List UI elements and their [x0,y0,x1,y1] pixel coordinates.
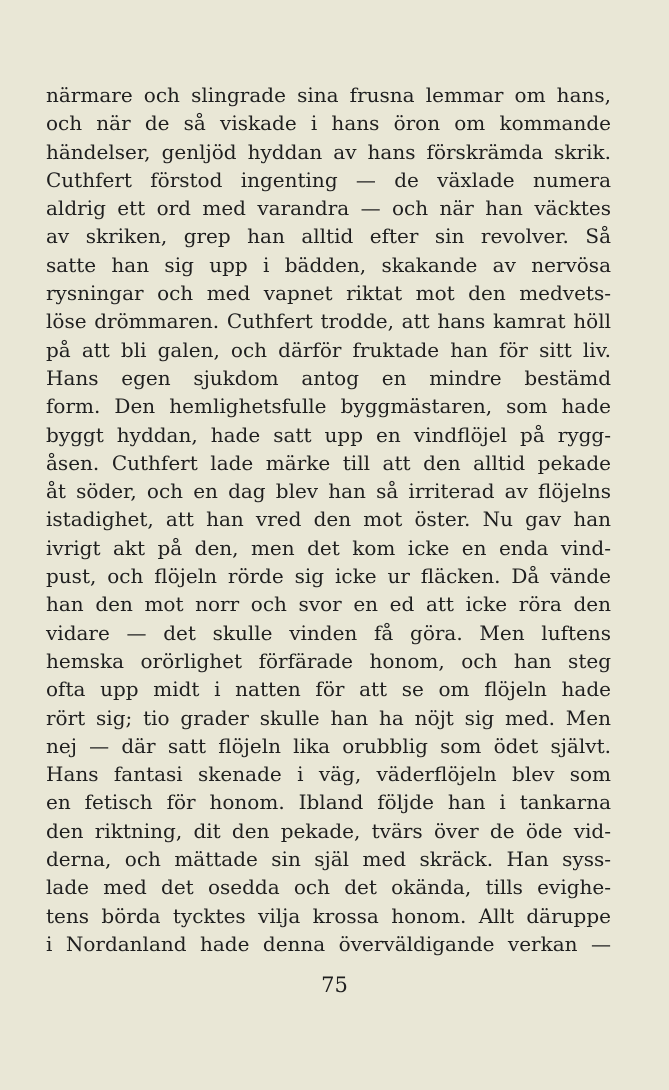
text-line: nej — där satt flöjeln lika orubblig som ödet självt. [46,733,611,758]
body-text [46,81,611,958]
text-line: närmare och slingrade sina frusna lemmar om hans, [46,83,611,107]
text-line: Cuthfert förstod ingenting — de växlade numera [46,167,611,192]
text-line: aldrig ett ord med varandra — och när han väcktes [46,196,611,221]
text-line: derna, och mättade sin själ med skräck. Han syss- [46,847,611,872]
text-line: hemska orörlighet förfärade honom, och han steg [46,648,611,673]
text-line: åt söder, och en dag blev han så irriterad av flöjelns [46,479,611,504]
text-line: rört sig; tio grader skulle han ha nöjt sig med. Men [46,705,611,730]
text-line: tens börda tycktes vilja krossa honom. Allt däruppe [46,903,611,928]
text-line: pust, och flöjeln rörde sig icke ur fläcken. Då vände [46,564,611,589]
text-line: vidare — det skulle vinden få göra. Men luftens [46,620,611,645]
text-line: händelser, genljöd hyddan av hans förskrämda skrik. [46,139,611,164]
text-line: och när de så viskade i hans öron om kommande [46,111,611,136]
text-line: Hans fantasi skenade i väg, väderflöjeln blev som [46,762,611,787]
text-line: den riktning, dit den pekade, tvärs över de öde vid- [46,818,611,843]
text-line: lade med det osedda och det okända, tills evighe- [46,875,611,900]
text-line: på att bli galen, och därför fruktade han för sitt liv. [46,337,611,362]
text-line: åsen. Cuthfert lade märke till att den alltid pekade [46,450,611,475]
text-line: ivrigt akt på den, men det kom icke en enda vind- [46,535,611,560]
page-number: 75 [321,973,348,997]
text-line: en fetisch för honom. Ibland följde han i tankarna [46,790,611,815]
text-line: löse drömmaren. Cuthfert trodde, att hans kamrat höll [46,309,611,334]
text-line: form. Den hemlighetsfulle byggmästaren, som hade [46,394,611,419]
text-line: han den mot norr och svor en ed att icke röra den [46,592,611,617]
text-line: byggt hyddan, hade satt upp en vindflöjel på rygg- [46,422,611,447]
text-line: av skriken, grep han alltid efter sin revolver. Så [46,224,611,249]
text-line: i Nordanland hade denna överväldigande verkan — [46,931,611,956]
text-line: rysningar och med vapnet riktat mot den medvets- [46,281,611,306]
text-line: Hans egen sjukdom antog en mindre bestämd [46,365,611,390]
text-line: satte han sig upp i bädden, skakande av nervösa [46,252,611,277]
text-line: ofta upp midt i natten för att se om flöjeln hade [46,677,611,702]
text-line: istadighet, att han vred den mot öster. Nu gav han [46,507,611,532]
